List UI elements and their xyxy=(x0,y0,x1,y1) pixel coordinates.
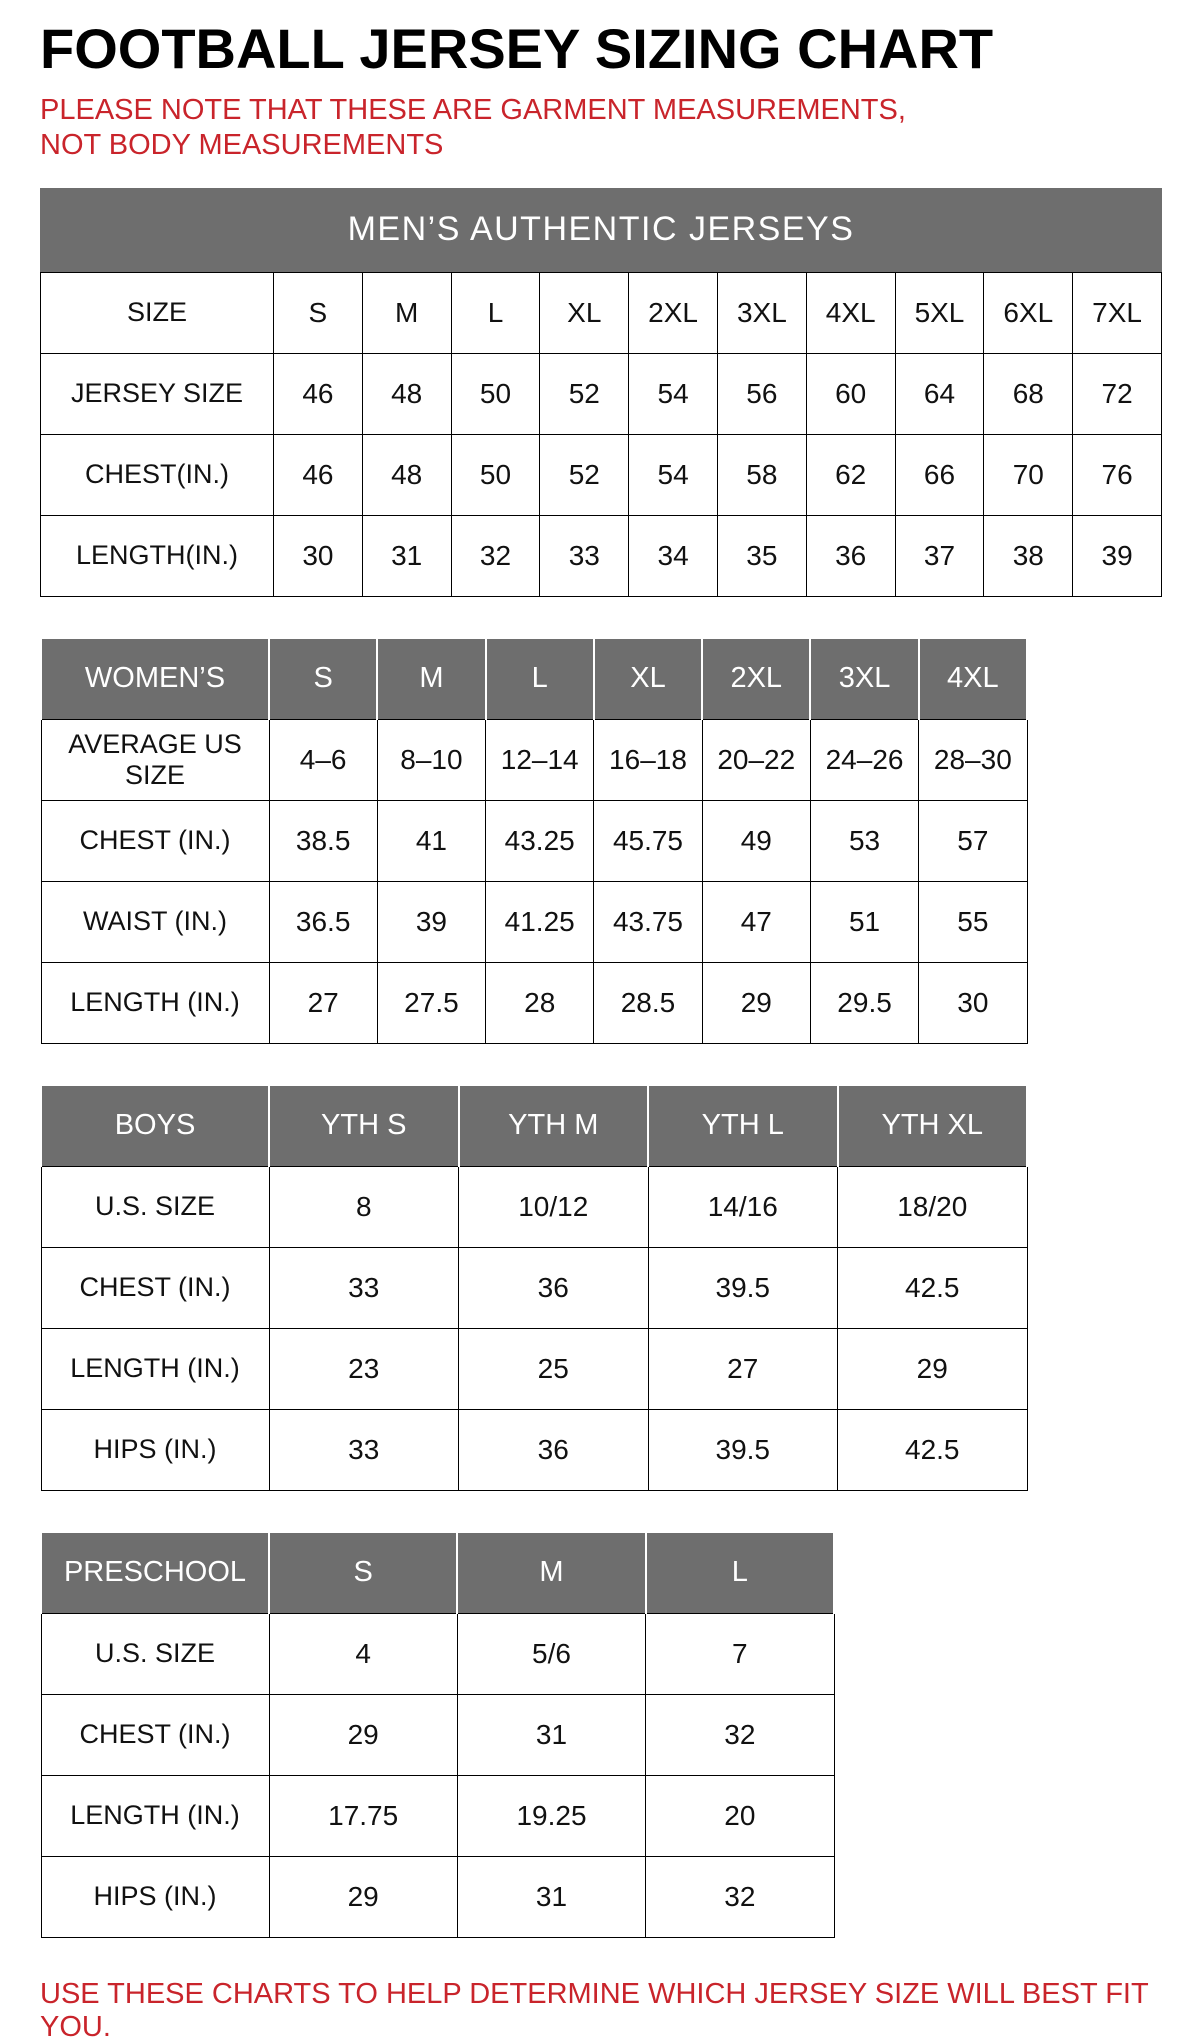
column-header-cell: M xyxy=(377,638,485,720)
value-cell: 58 xyxy=(717,434,806,515)
table-row xyxy=(41,1409,1027,1490)
value-cell: 76 xyxy=(1073,434,1162,515)
preschool-table-block xyxy=(40,1531,1162,1938)
preschool-table xyxy=(40,1531,835,1938)
value-cell: 36 xyxy=(806,515,895,596)
row-label-cell: LENGTH (IN.) xyxy=(41,1328,269,1409)
column-header-cell: L xyxy=(486,638,594,720)
column-header-cell: YTH M xyxy=(459,1085,649,1167)
value-cell: 28–30 xyxy=(919,719,1027,800)
value-cell: 20 xyxy=(646,1775,834,1856)
table-row xyxy=(41,1247,1027,1328)
value-cell: 46 xyxy=(274,353,363,434)
mens-authentic-jerseys-table xyxy=(40,272,1162,597)
column-header-cell: YTH XL xyxy=(838,1085,1028,1167)
value-cell: 29.5 xyxy=(810,962,918,1043)
value-cell: 38 xyxy=(984,515,1073,596)
value-cell: 36 xyxy=(459,1247,649,1328)
value-cell: 33 xyxy=(269,1409,459,1490)
row-label-cell: U.S. SIZE xyxy=(41,1166,269,1247)
value-cell: 12–14 xyxy=(486,719,594,800)
value-cell: 64 xyxy=(895,353,984,434)
value-cell: 53 xyxy=(810,800,918,881)
table-row xyxy=(41,1613,834,1694)
value-cell: 29 xyxy=(702,962,810,1043)
row-label-cell: HIPS (IN.) xyxy=(41,1856,269,1937)
value-cell: 6XL xyxy=(984,272,1073,353)
table-title-cell: WOMEN’S xyxy=(41,638,269,720)
column-header-cell: 2XL xyxy=(702,638,810,720)
womens-table xyxy=(40,637,1028,1044)
table-row xyxy=(41,1775,834,1856)
value-cell: 29 xyxy=(269,1856,457,1937)
value-cell: 32 xyxy=(646,1856,834,1937)
value-cell: 42.5 xyxy=(838,1409,1028,1490)
value-cell: 27.5 xyxy=(377,962,485,1043)
value-cell: 34 xyxy=(629,515,718,596)
value-cell: 30 xyxy=(274,515,363,596)
value-cell: 19.25 xyxy=(457,1775,645,1856)
value-cell: 29 xyxy=(838,1328,1028,1409)
column-header-cell: M xyxy=(457,1532,645,1614)
column-header-cell: XL xyxy=(594,638,702,720)
table-row xyxy=(41,881,1027,962)
value-cell: 8–10 xyxy=(377,719,485,800)
value-cell: 48 xyxy=(362,353,451,434)
fit-advice-note: USE THESE CHARTS TO HELP DETERMINE WHICH JERSEY SIZE WILL BEST FIT YOU. xyxy=(40,1977,1149,2043)
value-cell: 49 xyxy=(702,800,810,881)
value-cell: 51 xyxy=(810,881,918,962)
size-tables-container xyxy=(40,188,1162,1938)
value-cell: 43.25 xyxy=(486,800,594,881)
value-cell: 36 xyxy=(459,1409,649,1490)
value-cell: 42.5 xyxy=(838,1247,1028,1328)
value-cell: 23 xyxy=(269,1328,459,1409)
row-label-cell: U.S. SIZE xyxy=(41,1613,269,1694)
value-cell: 45.75 xyxy=(594,800,702,881)
table-row xyxy=(41,1856,834,1937)
value-cell: 24–26 xyxy=(810,719,918,800)
value-cell: 46 xyxy=(274,434,363,515)
value-cell: 29 xyxy=(269,1694,457,1775)
row-label-cell: CHEST(IN.) xyxy=(41,434,274,515)
value-cell: 10/12 xyxy=(459,1166,649,1247)
value-cell: 28.5 xyxy=(594,962,702,1043)
value-cell: 68 xyxy=(984,353,1073,434)
value-cell: 39 xyxy=(377,881,485,962)
value-cell: L xyxy=(451,272,540,353)
row-label-cell: CHEST (IN.) xyxy=(41,800,269,881)
row-label-cell: SIZE xyxy=(41,272,274,353)
column-header-cell: 3XL xyxy=(810,638,918,720)
table-title-cell: BOYS xyxy=(41,1085,269,1167)
table-row xyxy=(41,800,1027,881)
value-cell: 38.5 xyxy=(269,800,377,881)
boys-table xyxy=(40,1084,1028,1491)
value-cell: 33 xyxy=(269,1247,459,1328)
value-cell: 17.75 xyxy=(269,1775,457,1856)
mens-authentic-jerseys-banner: MEN’S AUTHENTIC JERSEYS xyxy=(40,188,1162,272)
value-cell: 54 xyxy=(629,353,718,434)
value-cell: 32 xyxy=(451,515,540,596)
value-cell: 57 xyxy=(919,800,1027,881)
value-cell: 33 xyxy=(540,515,629,596)
value-cell: 62 xyxy=(806,434,895,515)
row-label-cell: LENGTH (IN.) xyxy=(41,962,269,1043)
table-row xyxy=(41,434,1162,515)
value-cell: 39.5 xyxy=(648,1409,838,1490)
row-label-cell: LENGTH(IN.) xyxy=(41,515,274,596)
value-cell: 31 xyxy=(362,515,451,596)
column-header-cell: YTH L xyxy=(648,1085,838,1167)
value-cell: 55 xyxy=(919,881,1027,962)
garment-measurement-note: PLEASE NOTE THAT THESE ARE GARMENT MEASUREMENTS, NOT BODY MEASUREMENTS xyxy=(40,93,906,162)
value-cell: 18/20 xyxy=(838,1166,1028,1247)
value-cell: 39 xyxy=(1073,515,1162,596)
value-cell: 30 xyxy=(919,962,1027,1043)
value-cell: 52 xyxy=(540,353,629,434)
row-label-cell: LENGTH (IN.) xyxy=(41,1775,269,1856)
value-cell: 7 xyxy=(646,1613,834,1694)
mens-authentic-jerseys-table-block xyxy=(40,188,1162,597)
value-cell: 39.5 xyxy=(648,1247,838,1328)
value-cell: 27 xyxy=(648,1328,838,1409)
column-header-cell: S xyxy=(269,1532,457,1614)
value-cell: 72 xyxy=(1073,353,1162,434)
value-cell: 28 xyxy=(486,962,594,1043)
row-label-cell: HIPS (IN.) xyxy=(41,1409,269,1490)
value-cell: 31 xyxy=(457,1694,645,1775)
value-cell: 20–22 xyxy=(702,719,810,800)
table-row xyxy=(41,1328,1027,1409)
column-header-cell: L xyxy=(646,1532,834,1614)
value-cell: 25 xyxy=(459,1328,649,1409)
value-cell: 16–18 xyxy=(594,719,702,800)
value-cell: 47 xyxy=(702,881,810,962)
header-row xyxy=(41,1085,1027,1167)
value-cell: 8 xyxy=(269,1166,459,1247)
value-cell: 4 xyxy=(269,1613,457,1694)
value-cell: 50 xyxy=(451,434,540,515)
value-cell: 36.5 xyxy=(269,881,377,962)
value-cell: 41.25 xyxy=(486,881,594,962)
table-row xyxy=(41,1166,1027,1247)
value-cell: 2XL xyxy=(629,272,718,353)
value-cell: 50 xyxy=(451,353,540,434)
row-label-cell: JERSEY SIZE xyxy=(41,353,274,434)
column-header-cell: 4XL xyxy=(919,638,1027,720)
column-header-cell: S xyxy=(269,638,377,720)
table-row xyxy=(41,353,1162,434)
value-cell: S xyxy=(274,272,363,353)
value-cell: 48 xyxy=(362,434,451,515)
table-row xyxy=(41,272,1162,353)
value-cell: XL xyxy=(540,272,629,353)
header-row xyxy=(41,1532,834,1614)
value-cell: 5XL xyxy=(895,272,984,353)
row-label-cell: WAIST (IN.) xyxy=(41,881,269,962)
table-row xyxy=(41,719,1027,800)
page-title: FOOTBALL JERSEY SIZING CHART xyxy=(40,17,994,80)
value-cell: M xyxy=(362,272,451,353)
boys-table-block xyxy=(40,1084,1162,1491)
value-cell: 41 xyxy=(377,800,485,881)
table-title-cell: PRESCHOOL xyxy=(41,1532,269,1614)
value-cell: 37 xyxy=(895,515,984,596)
row-label-cell: AVERAGE US SIZE xyxy=(41,719,269,800)
table-row xyxy=(41,515,1162,596)
value-cell: 60 xyxy=(806,353,895,434)
value-cell: 56 xyxy=(717,353,806,434)
value-cell: 70 xyxy=(984,434,1073,515)
row-label-cell: CHEST (IN.) xyxy=(41,1694,269,1775)
value-cell: 66 xyxy=(895,434,984,515)
column-header-cell: YTH S xyxy=(269,1085,459,1167)
womens-table-block xyxy=(40,637,1162,1044)
value-cell: 4XL xyxy=(806,272,895,353)
value-cell: 31 xyxy=(457,1856,645,1937)
value-cell: 5/6 xyxy=(457,1613,645,1694)
table-row xyxy=(41,962,1027,1043)
header-row xyxy=(41,638,1027,720)
value-cell: 43.75 xyxy=(594,881,702,962)
value-cell: 7XL xyxy=(1073,272,1162,353)
table-row xyxy=(41,1694,834,1775)
value-cell: 32 xyxy=(646,1694,834,1775)
value-cell: 35 xyxy=(717,515,806,596)
value-cell: 3XL xyxy=(717,272,806,353)
value-cell: 4–6 xyxy=(269,719,377,800)
row-label-cell: CHEST (IN.) xyxy=(41,1247,269,1328)
value-cell: 52 xyxy=(540,434,629,515)
value-cell: 27 xyxy=(269,962,377,1043)
value-cell: 54 xyxy=(629,434,718,515)
value-cell: 14/16 xyxy=(648,1166,838,1247)
